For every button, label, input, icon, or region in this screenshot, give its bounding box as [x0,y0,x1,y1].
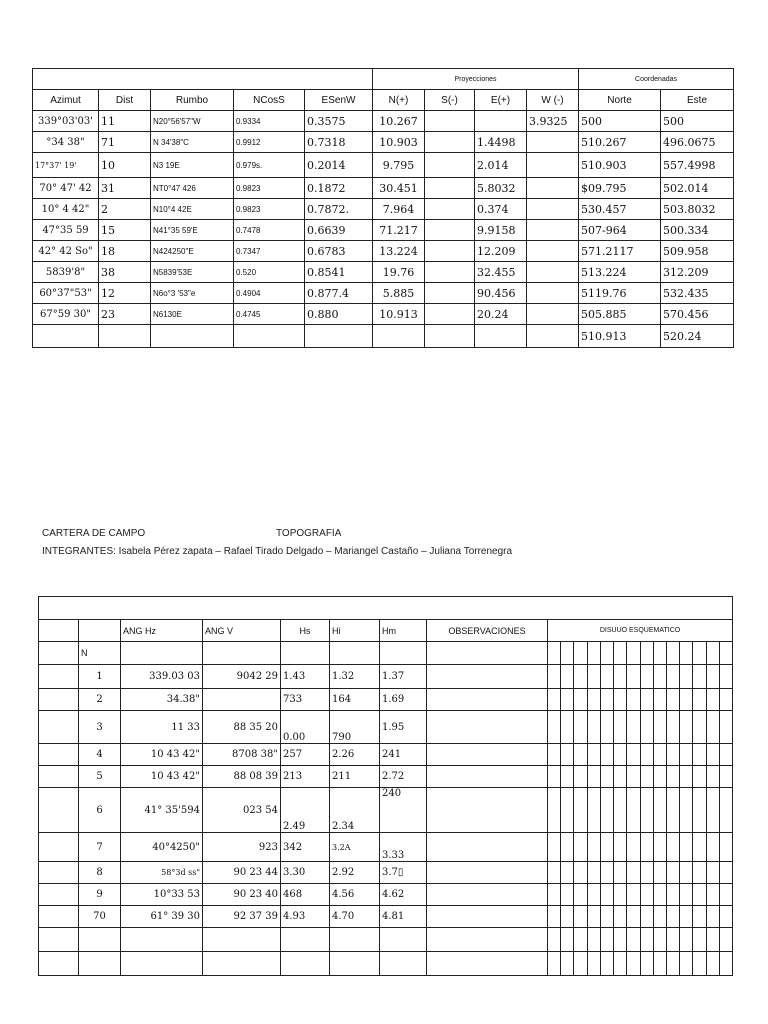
table-cell [39,884,79,906]
topografia-label: TOPOGRAFIA [276,528,342,539]
observaciones-cell [427,665,548,689]
table-cell [425,178,475,199]
table-cell: 510.267 [579,132,661,153]
table-cell: 0.9912 [234,132,305,153]
table-cell: 90 23 40 [203,884,281,906]
table-row [39,766,733,788]
table-cell: 023 54 [203,788,281,833]
table-row [39,642,733,665]
table-cell: 507-964 [579,220,661,241]
table-cell: 67°59 30" [33,304,99,325]
table-cell: N20°56'57"W [151,111,234,132]
point-number: 5 [79,766,121,788]
table-row [39,952,733,976]
table-cell: 18 [99,241,151,262]
table-row [33,283,734,304]
title-row [39,597,733,620]
table-cell: 510.903 [579,153,661,178]
table-cell: 10.903 [373,132,425,153]
table-cell [203,952,281,976]
table-row [39,928,733,952]
point-number [79,928,121,952]
table-cell: 500.334 [661,220,734,241]
observaciones-cell [427,833,548,862]
table-cell: 1.4498 [475,132,527,153]
point-number: 4 [79,744,121,766]
table-cell [121,952,203,976]
sketch-grid [548,642,733,665]
table-cell: 312.209 [661,262,734,283]
table-cell: 41° 35'594 [121,788,203,833]
table-cell: NT0°47 426 [151,178,234,199]
table-cell [475,325,527,348]
table-cell: $09.795 [579,178,661,199]
point-number: 8 [79,862,121,884]
table-cell: 0.00 [281,711,330,744]
table-cell: 0.9823 [234,178,305,199]
sketch-grid [548,788,733,833]
table-cell [203,689,281,711]
table-cell: 38 [99,262,151,283]
table-cell [99,325,151,348]
table-cell [39,642,79,665]
table-cell: 2.49 [281,788,330,833]
table-cell: 10° 4 42" [33,199,99,220]
table-cell [39,833,79,862]
table-cell: 90 23 44 [203,862,281,884]
table-cell: 4.62 [380,884,427,906]
table-cell [234,325,305,348]
table-cell [330,952,380,976]
table-cell: 32.455 [475,262,527,283]
table-cell: 532.435 [661,283,734,304]
table-cell: 0.7478 [234,220,305,241]
sketch-grid [548,906,733,928]
table-cell: 0.3575 [305,111,373,132]
point-number: 7 [79,833,121,862]
table-cell: 502.014 [661,178,734,199]
point-number: 1 [79,665,121,689]
table-cell: 8708 38" [203,744,281,766]
table-cell: 0.9823 [234,199,305,220]
table-cell: 19.76 [373,262,425,283]
table-cell: 339°03'03' [33,111,99,132]
table-cell [373,325,425,348]
table-cell: 12 [99,283,151,304]
point-number: 70 [79,906,121,928]
col-header: W (-) [527,90,579,111]
sketch-grid [548,862,733,884]
table-cell [39,766,79,788]
table-cell: 5839'8" [33,262,99,283]
col-header: ESenW [305,90,373,111]
table-cell: 733 [281,689,330,711]
table-cell: 88 35 20 [203,711,281,744]
table-cell: 10 [99,153,151,178]
sketch-grid [548,711,733,744]
observaciones-cell [427,928,548,952]
table-cell [151,325,234,348]
table-cell: 42° 42 So" [33,241,99,262]
table-cell: 23 [99,304,151,325]
sketch-grid [548,766,733,788]
table-cell: 2.72 [380,766,427,788]
table-row [39,689,733,711]
table-cell: 34.38" [121,689,203,711]
table-cell [425,325,475,348]
table-cell: 92 37 39 [203,906,281,928]
table-cell: 3.7▯ [380,862,427,884]
table-cell: 9.795 [373,153,425,178]
col-header: OBSERVACIONES [427,620,548,642]
table-cell [305,325,373,348]
point-number: 2 [79,689,121,711]
table-row [33,199,734,220]
table-cell [39,862,79,884]
table-cell [475,111,527,132]
table-row [33,304,734,325]
table-cell: 11 33 [121,711,203,744]
table-row [33,220,734,241]
table-cell: 3.30 [281,862,330,884]
table-cell: 530.457 [579,199,661,220]
table-cell: 10 43 42" [121,744,203,766]
table-cell: N6o°3 '53"e [151,283,234,304]
table-cell [281,928,330,952]
table-cell [380,952,427,976]
table-cell: N 34'38"C [151,132,234,153]
col-header: Norte [579,90,661,111]
col-header: Azimut [33,90,99,111]
table-cell: 9.9158 [475,220,527,241]
table-cell: 10 43 42" [121,766,203,788]
table-cell [33,325,99,348]
table-cell: 4.93 [281,906,330,928]
table-row [33,178,734,199]
col-header: ANG Hz [121,620,203,642]
table-cell: 500 [661,111,734,132]
table-cell [425,262,475,283]
col-header: NCosS [234,90,305,111]
table-cell: 11 [99,111,151,132]
table-row [33,153,734,178]
field-book-table [38,596,733,976]
table-cell: 4.81 [380,906,427,928]
table-cell: 4.56 [330,884,380,906]
table-cell [527,325,579,348]
table-cell: 557.4998 [661,153,734,178]
table-cell: 520.24 [661,325,734,348]
sketch-grid [548,884,733,906]
table-cell: N3 19E [151,153,234,178]
n-label: N [79,642,121,665]
table-cell: 60°37"53" [33,283,99,304]
table-cell: 1.37 [380,665,427,689]
col-header: Hm [380,620,427,642]
table-cell [425,220,475,241]
table-cell: 5.8032 [475,178,527,199]
table-cell: 211 [330,766,380,788]
table-cell: 2 [99,199,151,220]
col-header: ANG V [203,620,281,642]
col-header: Hs [281,620,330,642]
table-cell [527,153,579,178]
table-cell [527,220,579,241]
table-cell: 923 [203,833,281,862]
table-cell [527,178,579,199]
table-cell: 1.69 [380,689,427,711]
table-cell: 2.014 [475,153,527,178]
table-cell [427,642,548,665]
table-cell [203,642,281,665]
table-cell: 5119.76 [579,283,661,304]
table-cell: 0.2014 [305,153,373,178]
sketch-grid [548,952,733,976]
table-cell: 90.456 [475,283,527,304]
table-cell [527,283,579,304]
table-cell: 1.32 [330,665,380,689]
traverse-table [32,68,734,348]
observaciones-cell [427,788,548,833]
table-cell: 570.456 [661,304,734,325]
table-cell: 10.267 [373,111,425,132]
table-cell: N10°4 42E [151,199,234,220]
table-row [33,241,734,262]
sketch-grid [548,833,733,862]
table-cell: 571.2117 [579,241,661,262]
table-cell: 15 [99,220,151,241]
table-cell [39,689,79,711]
table-cell [425,283,475,304]
table-cell: 790 [330,711,380,744]
table-cell: 510.913 [579,325,661,348]
col-header: DISUUO ESQUEMATICO [548,620,733,642]
table-cell: 0.877.4 [305,283,373,304]
table-row [39,744,733,766]
table-cell: 513.224 [579,262,661,283]
table-cell: 503.8032 [661,199,734,220]
table-cell: 0.979s. [234,153,305,178]
table-cell: 2.92 [330,862,380,884]
table-cell: N424250"E [151,241,234,262]
observaciones-cell [427,766,548,788]
table-row [39,788,733,833]
col-header: Rumbo [151,90,234,111]
table-cell: 213 [281,766,330,788]
table-cell [39,788,79,833]
table-cell: 509.958 [661,241,734,262]
table-cell: 164 [330,689,380,711]
column-header-row [33,90,734,111]
observaciones-cell [427,952,548,976]
table-cell: 61° 39 30 [121,906,203,928]
table-cell [39,952,79,976]
table-cell: N5839'53E [151,262,234,283]
table-cell [425,241,475,262]
table-cell: 0.7318 [305,132,373,153]
table-cell: N41°35 59'E [151,220,234,241]
table-cell: °34 38" [33,132,99,153]
table-cell: 9042 29 [203,665,281,689]
point-number [79,952,121,976]
proyecciones-header: Proyecciones [373,69,579,90]
table-cell [527,199,579,220]
table-row [39,906,733,928]
observaciones-cell [427,744,548,766]
table-row [39,711,733,744]
observaciones-cell [427,711,548,744]
table-cell: 0.880 [305,304,373,325]
table-cell [203,928,281,952]
table-cell: 0.520 [234,262,305,283]
integrantes-line: INTEGRANTES: Isabela Pérez zapata – Rafael Tirado Delgado – Mariangel Castaño – Juliana Torrenegra [42,546,513,557]
table-row [33,325,734,348]
table-cell [380,928,427,952]
table-cell: 17°37' 19' [33,153,99,178]
col-header: S(-) [425,90,475,111]
observaciones-cell [427,906,548,928]
table-cell: 0.7347 [234,241,305,262]
table-cell: 3.2A [330,833,380,862]
col-header: E(+) [475,90,527,111]
table-cell: 3.9325 [527,111,579,132]
table-cell [121,928,203,952]
sketch-grid [548,665,733,689]
table-cell: 0.4904 [234,283,305,304]
table-row [33,132,734,153]
table-cell: 1.43 [281,665,330,689]
table-cell: 5.885 [373,283,425,304]
table-cell: 10.913 [373,304,425,325]
table-row [39,833,733,862]
table-cell: 20.24 [475,304,527,325]
table-cell: 0.9334 [234,111,305,132]
table-cell: 339.03 03 [121,665,203,689]
table-cell: 58°3d ss" [121,862,203,884]
table-cell: 40°4250" [121,833,203,862]
table-cell [527,304,579,325]
table-cell [39,928,79,952]
table-cell: 31 [99,178,151,199]
col-header: N(+) [373,90,425,111]
table-cell [330,928,380,952]
col-header: Hi [330,620,380,642]
table-cell: 70° 47' 42 [33,178,99,199]
table-row [39,665,733,689]
table-cell [39,711,79,744]
table-cell: 241 [380,744,427,766]
table-cell: 468 [281,884,330,906]
cartera-label: CARTERA DE CAMPO [42,528,146,539]
table-cell: 257 [281,744,330,766]
table-cell: 71.217 [373,220,425,241]
table-cell [121,642,203,665]
table-cell: 4.70 [330,906,380,928]
point-number: 6 [79,788,121,833]
observaciones-cell [427,884,548,906]
group-header-row [33,69,734,90]
table-cell: 12.209 [475,241,527,262]
table-cell: 30.451 [373,178,425,199]
table-row [39,884,733,906]
point-number: 3 [79,711,121,744]
table-cell: 0.8541 [305,262,373,283]
table-cell: 3.33 [380,833,427,862]
cartera-title [42,528,342,539]
table-cell [380,642,427,665]
table-cell: 505.885 [579,304,661,325]
col-header: Dist [99,90,151,111]
table-cell [527,241,579,262]
sketch-grid [548,928,733,952]
coordenadas-header: Coordenadas [579,69,734,90]
table-cell: 71 [99,132,151,153]
table-cell [39,744,79,766]
table-cell: 500 [579,111,661,132]
table-cell: 0.6783 [305,241,373,262]
table-cell: 496.0675 [661,132,734,153]
table-cell: 0.6639 [305,220,373,241]
column-header-row [39,620,733,642]
col-header: Este [661,90,734,111]
table-cell [425,199,475,220]
observaciones-cell [427,689,548,711]
table-cell: 0.1872 [305,178,373,199]
table-cell: 0.374 [475,199,527,220]
table-cell: 47°35 59 [33,220,99,241]
table-cell [527,132,579,153]
table-cell: 2.34 [330,788,380,833]
table-cell: 88 08 39 [203,766,281,788]
table-cell [425,111,475,132]
table-cell [281,642,330,665]
observaciones-cell [427,862,548,884]
table-cell: 0.4745 [234,304,305,325]
table-cell: 342 [281,833,330,862]
table-cell: 1.95 [380,711,427,744]
table-cell [425,132,475,153]
sketch-grid [548,744,733,766]
table-cell: N6130E [151,304,234,325]
table-cell: 13.224 [373,241,425,262]
table-cell [39,665,79,689]
table-cell [425,304,475,325]
table-cell [527,262,579,283]
table-cell: 240 [380,788,427,833]
table-cell [330,642,380,665]
table-cell: 7.964 [373,199,425,220]
table-cell [425,153,475,178]
table-cell [281,952,330,976]
table-cell: 10°33 53 [121,884,203,906]
table-cell [39,906,79,928]
table-cell: 2.26 [330,744,380,766]
point-number: 9 [79,884,121,906]
table-row [33,111,734,132]
sketch-grid [548,689,733,711]
table-row [39,862,733,884]
table-row [33,262,734,283]
table-cell: 0.7872. [305,199,373,220]
